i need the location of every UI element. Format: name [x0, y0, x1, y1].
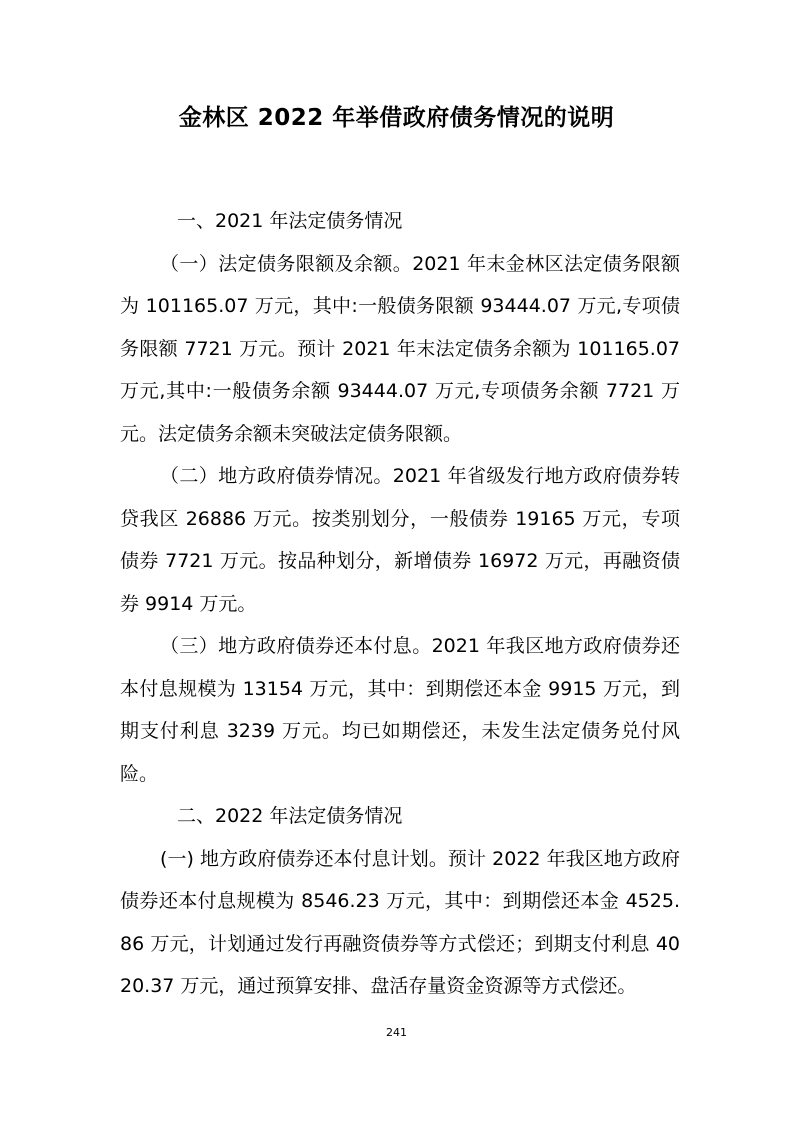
paragraph-bond-issuance: （二）地方政府债券情况。2021 年省级发行地方政府债券转贷我区 26886 万元。按类别划分，一般债券 19165 万元，专项债券 7721 万元。按品种划分，新增债券 16972 万元，再融资债券 9914 万元。 [120, 465, 680, 615]
paragraph-bond-repayment: （三）地方政府债券还本付息。2021 年我区地方政府债券还本付息规模为 13154 万元，其中：到期偿还本金 9915 万元，到期支付利息 3239 万元。均已如期偿还，未发生法定债务兑付风险。 [120, 635, 680, 785]
section-heading-2022: 二、2022 年法定债务情况 [177, 805, 403, 827]
page-number: 241 [386, 1026, 407, 1039]
document-title: 金林区 2022 年举借政府债务情况的说明 [178, 105, 615, 131]
paragraph-repayment-plan: (一) 地方政府债券还本付息计划。预计 2022 年我区地方政府债券还本付息规模为 8546.23 万元，其中：到期偿还本金 4525.86 万元，计划通过发行再融资债券等方式偿还；到期支付利息 4020.37 万元，通过预算安排、盘活存量资金资源等方式偿还。 [120, 847, 680, 997]
document-body [120, 200, 680, 1008]
section-heading-2021: 一、2021 年法定债务情况 [177, 210, 403, 232]
paragraph-debt-limit-balance: （一）法定债务限额及余额。2021 年末金林区法定债务限额为 101165.07 万元，其中:一般债务限额 93444.07 万元,专项债务限额 7721 万元。预计 2021 年末法定债务余额为 101165.07 万元,其中:一般债务余额 93444.07 万元,专项债务余额 7721 万元。法定债务余额未突破法定债务限额。 [120, 252, 680, 445]
